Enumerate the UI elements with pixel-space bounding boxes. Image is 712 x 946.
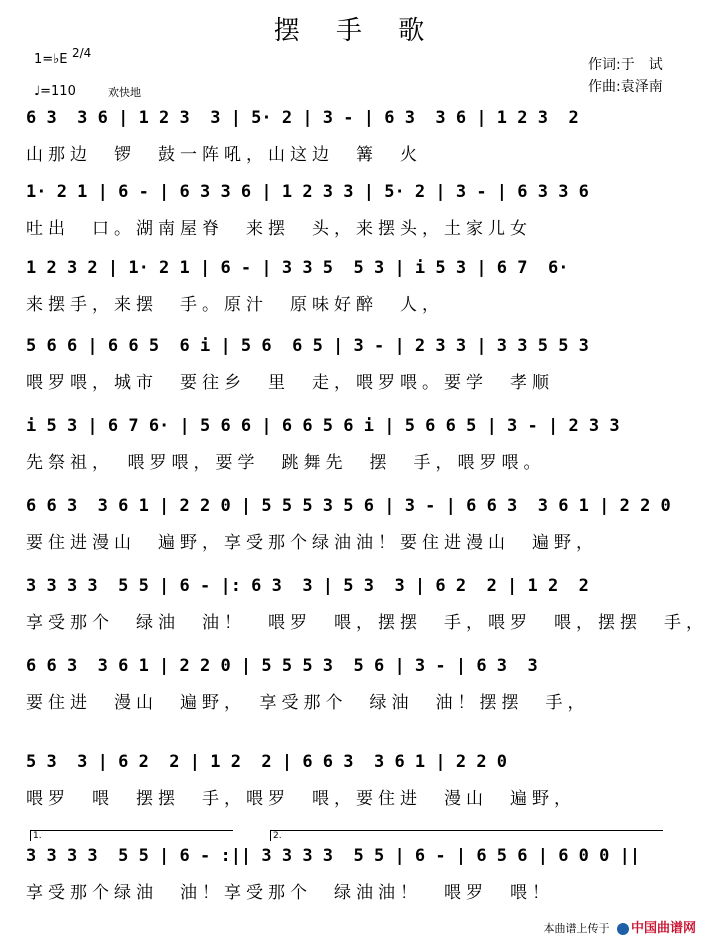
- page-title: 摆 手 歌: [273, 16, 439, 46]
- notation-line: 5 6 6 | 6 6 5 6 i | 5 6 6 5 | 3 - | 2 3 3 | 3 3 5 5 3: [26, 336, 589, 356]
- key-signature: 1=♭E: [34, 52, 68, 67]
- notation-line: 5 3 3 | 6 2 2 | 1 2 2 | 6 6 3 3 6 1 | 2 2 0: [26, 752, 508, 772]
- lyrics-line: 吐出 口。湖南屋脊 来摆 头，来摆头，土家儿女: [26, 219, 532, 239]
- notation-line: 6 6 3 3 6 1 | 2 2 0 | 5 5 5 3 5 6 | 3 - | 6 3 3: [26, 656, 538, 676]
- lyrics-line: 喂罗 喂 摆摆 手，喂罗 喂，要住进 漫山 遍野，: [26, 789, 576, 809]
- notation-line: i 5 3 | 6 7 6· | 5 6 6 | 6 6 5 6 i | 5 6 6 5 | 3 - | 2 3 3: [26, 416, 620, 436]
- notation-line: 6 6 3 3 6 1 | 2 2 0 | 5 5 5 3 5 6 | 3 - | 6 6 3 3 6 1 | 2 2 0: [26, 496, 671, 516]
- site-logo-text: 中国曲谱网: [630, 921, 696, 936]
- lyricist-credit: 作词:于 试: [588, 57, 663, 73]
- lyrics-line: 喂罗喂，城市 要往乡 里 走，喂罗喂。要学 孝顺: [26, 373, 554, 393]
- notation-line: 3 3 3 3 5 5 | 6 - |: 6 3 3 | 5 3 3 | 6 2 2 | 1 2 2: [26, 576, 589, 596]
- lyrics-line: 享受那个绿油 油！享受那个 绿油油！ 喂罗 喂！: [26, 883, 554, 903]
- notation-line: 1 2 3 2 | 1· 2 1 | 6 - | 3 3 5 5 3 | i 5 3 | 6 7 6·: [26, 258, 569, 278]
- lyrics-line: 先祭祖， 喂罗喂，要学 跳舞先 摆 手，喂罗喂。: [26, 453, 546, 473]
- site-logo-icon: [617, 923, 629, 935]
- upload-note: 本曲谱上传于: [543, 922, 610, 935]
- tempo-mark: ♩=110: [34, 84, 76, 99]
- lyrics-line: 要住进 漫山 遍野， 享受那个 绿油 油！摆摆 手，: [26, 693, 590, 713]
- notation-line: 6 3 3 6 | 1 2 3 3 | 5· 2 | 3 - | 6 3 3 6 | 1 2 3 2: [26, 108, 579, 128]
- expression-mark: 欢快地: [108, 86, 141, 99]
- lyrics-line: 享受那个 绿油 油！ 喂罗 喂，摆摆 手，喂罗 喂，摆摆 手，: [26, 613, 708, 633]
- upload-footer: [543, 917, 696, 936]
- volta-second-ending: 2.: [270, 830, 663, 841]
- site-logo: [617, 917, 696, 936]
- notation-line: 3 3 3 3 5 5 | 6 - :|| 3 3 3 3 5 5 | 6 - | 6 5 6 | 6 0 0 ||: [26, 846, 641, 866]
- time-signature: 2/4: [72, 46, 92, 60]
- notation-line: 1· 2 1 | 6 - | 6 3 3 6 | 1 2 3 3 | 5· 2 | 3 - | 6 3 3 6: [26, 182, 589, 202]
- lyrics-line: 要住进漫山 遍野，享受那个绿油油！要住进漫山 遍野，: [26, 533, 598, 553]
- composer-credit: 作曲:袁泽南: [588, 79, 663, 95]
- lyrics-line: 来摆手，来摆 手。原汁 原味好醉 人，: [26, 295, 444, 315]
- volta-first-ending: 1.: [30, 830, 233, 841]
- lyrics-line: 山那边 锣 鼓一阵吼，山这边 篝 火: [26, 145, 422, 165]
